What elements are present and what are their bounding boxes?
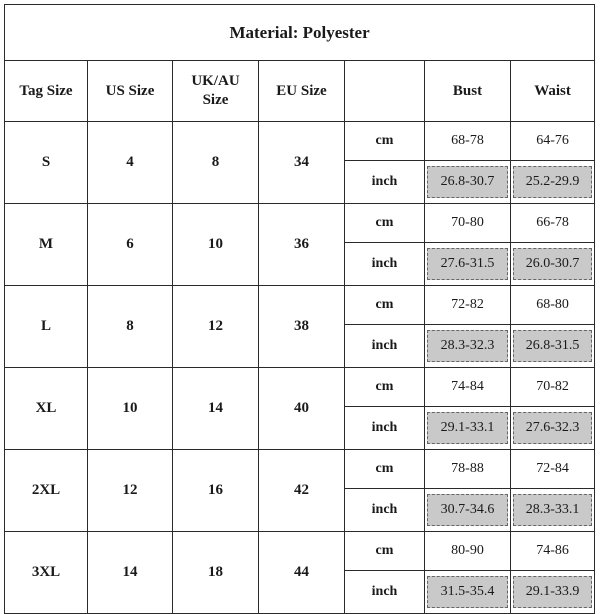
us-size-cell: 8 (88, 286, 173, 368)
eu-size-cell: 36 (259, 204, 345, 286)
bust-cm-cell: 70-80 (425, 204, 511, 243)
waist-inch-cell (511, 243, 595, 286)
unit-cm-cell: cm (345, 368, 425, 407)
size-chart-table (4, 4, 595, 614)
table-row (5, 450, 595, 489)
uk-au-size-cell: 14 (173, 368, 259, 450)
header-eu-size: EU Size (259, 61, 345, 122)
waist-inch-value: 29.1-33.9 (513, 576, 592, 608)
eu-size-cell: 40 (259, 368, 345, 450)
waist-inch-value: 25.2-29.9 (513, 166, 592, 198)
tag-size-cell: M (5, 204, 88, 286)
waist-inch-cell (511, 161, 595, 204)
waist-cm-cell: 72-84 (511, 450, 595, 489)
chart-title: Material: Polyester (5, 5, 595, 61)
bust-cm-cell: 74-84 (425, 368, 511, 407)
waist-inch-value: 26.0-30.7 (513, 248, 592, 280)
table-row (5, 368, 595, 407)
uk-au-size-cell: 18 (173, 532, 259, 614)
bust-inch-value: 26.8-30.7 (427, 166, 508, 198)
waist-inch-cell (511, 325, 595, 368)
waist-cm-cell: 66-78 (511, 204, 595, 243)
unit-inch-cell: inch (345, 325, 425, 368)
header-us-size: US Size (88, 61, 173, 122)
unit-inch-cell: inch (345, 161, 425, 204)
unit-cm-cell: cm (345, 286, 425, 325)
us-size-cell: 10 (88, 368, 173, 450)
eu-size-cell: 44 (259, 532, 345, 614)
waist-inch-value: 28.3-33.1 (513, 494, 592, 526)
waist-cm-cell: 70-82 (511, 368, 595, 407)
bust-inch-cell (425, 489, 511, 532)
us-size-cell: 6 (88, 204, 173, 286)
tag-size-cell: XL (5, 368, 88, 450)
bust-inch-value: 28.3-32.3 (427, 330, 508, 362)
waist-inch-value: 27.6-32.3 (513, 412, 592, 444)
unit-inch-cell: inch (345, 407, 425, 450)
eu-size-cell: 38 (259, 286, 345, 368)
bust-inch-value: 30.7-34.6 (427, 494, 508, 526)
waist-inch-cell (511, 489, 595, 532)
unit-cm-cell: cm (345, 532, 425, 571)
eu-size-cell: 34 (259, 122, 345, 204)
bust-inch-value: 29.1-33.1 (427, 412, 508, 444)
tag-size-cell: 3XL (5, 532, 88, 614)
waist-cm-cell: 68-80 (511, 286, 595, 325)
tag-size-cell: S (5, 122, 88, 204)
uk-au-size-cell: 12 (173, 286, 259, 368)
waist-cm-cell: 74-86 (511, 532, 595, 571)
eu-size-cell: 42 (259, 450, 345, 532)
bust-inch-cell (425, 325, 511, 368)
unit-cm-cell: cm (345, 204, 425, 243)
uk-au-size-cell: 8 (173, 122, 259, 204)
uk-au-size-cell: 10 (173, 204, 259, 286)
waist-inch-cell (511, 571, 595, 614)
waist-inch-value: 26.8-31.5 (513, 330, 592, 362)
bust-cm-cell: 68-78 (425, 122, 511, 161)
header-bust: Bust (425, 61, 511, 122)
table-row (5, 286, 595, 325)
bust-inch-value: 27.6-31.5 (427, 248, 508, 280)
tag-size-cell: L (5, 286, 88, 368)
table-row (5, 204, 595, 243)
header-uk-au-size: UK/AU Size (173, 61, 259, 122)
us-size-cell: 4 (88, 122, 173, 204)
bust-inch-cell (425, 243, 511, 286)
unit-inch-cell: inch (345, 571, 425, 614)
uk-au-size-cell: 16 (173, 450, 259, 532)
bust-inch-cell (425, 407, 511, 450)
table-row (5, 532, 595, 571)
waist-inch-cell (511, 407, 595, 450)
table-row (5, 122, 595, 161)
bust-inch-cell (425, 161, 511, 204)
header-unit (345, 61, 425, 122)
bust-cm-cell: 78-88 (425, 450, 511, 489)
tag-size-cell: 2XL (5, 450, 88, 532)
bust-cm-cell: 72-82 (425, 286, 511, 325)
us-size-cell: 14 (88, 532, 173, 614)
header-tag-size: Tag Size (5, 61, 88, 122)
bust-inch-cell (425, 571, 511, 614)
unit-inch-cell: inch (345, 243, 425, 286)
bust-cm-cell: 80-90 (425, 532, 511, 571)
bust-inch-value: 31.5-35.4 (427, 576, 508, 608)
size-chart (4, 4, 594, 599)
waist-cm-cell: 64-76 (511, 122, 595, 161)
unit-inch-cell: inch (345, 489, 425, 532)
unit-cm-cell: cm (345, 450, 425, 489)
header-waist: Waist (511, 61, 595, 122)
unit-cm-cell: cm (345, 122, 425, 161)
us-size-cell: 12 (88, 450, 173, 532)
